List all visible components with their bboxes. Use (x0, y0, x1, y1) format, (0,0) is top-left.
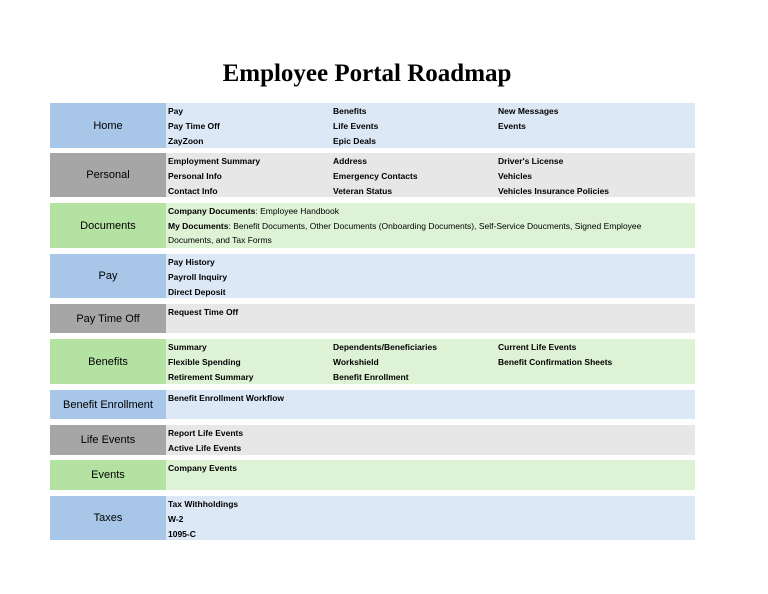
my-documents-link[interactable]: My Documents (168, 220, 229, 231)
link-item[interactable]: Vehicles Insurance Policies (498, 186, 610, 196)
link-item[interactable]: ZayZoon (168, 136, 204, 146)
link-item[interactable]: Address (333, 156, 368, 166)
link-item[interactable]: Direct Deposit (168, 287, 226, 297)
link-column (168, 426, 243, 456)
link-item[interactable]: Contact Info (168, 186, 218, 196)
section-home (50, 103, 695, 148)
section-label-personal: Personal (50, 153, 166, 197)
link-column (333, 154, 418, 199)
link-column (498, 154, 609, 199)
link-item[interactable]: Summary (168, 342, 207, 352)
section-personal (50, 153, 695, 197)
section-pay-time-off (50, 304, 695, 333)
link-item[interactable]: Payroll Inquiry (168, 272, 228, 282)
section-pay (50, 254, 695, 298)
section-benefit-enrollment (50, 390, 695, 419)
link-item[interactable]: Vehicles (498, 171, 533, 181)
section-content-events (166, 460, 695, 490)
section-label-life-events: Life Events (50, 425, 166, 455)
section-documents (50, 203, 695, 248)
link-item[interactable]: Benefits (333, 106, 367, 116)
link-item[interactable]: Tax Withholdings (168, 499, 239, 509)
link-item[interactable]: Benefit Confirmation Sheets (498, 357, 613, 367)
link-item[interactable]: W-2 (168, 514, 184, 524)
section-life-events (50, 425, 695, 455)
link-column (498, 104, 558, 134)
link-item[interactable]: Retirement Summary (168, 372, 254, 382)
section-label-benefit-enrollment: Benefit Enrollment (50, 390, 166, 419)
link-item[interactable]: Driver's License (498, 156, 564, 166)
link-item[interactable]: Benefit Enrollment Workflow (168, 393, 285, 403)
link-column (333, 104, 378, 149)
link-column (168, 340, 254, 385)
link-item[interactable]: 1095-C (168, 529, 196, 539)
link-item[interactable]: Request Time Off (168, 307, 239, 317)
section-label-documents: Documents (50, 203, 166, 248)
section-content-pay-time-off (166, 304, 695, 333)
section-label-events: Events (50, 460, 166, 490)
link-column (168, 255, 227, 300)
link-item[interactable]: Personal Info (168, 171, 222, 181)
link-column (168, 104, 220, 149)
link-column (168, 497, 238, 542)
link-item[interactable]: Current Life Events (498, 342, 577, 352)
link-item[interactable]: Epic Deals (333, 136, 376, 146)
my-documents-desc: : Benefit Documents, Other Documents (Onboarding Documents), Self-Service Doucments, Signed Employee Documents, and Tax Forms (168, 220, 642, 245)
link-item[interactable]: Life Events (333, 121, 379, 131)
link-item[interactable]: Pay Time Off (168, 121, 220, 131)
section-label-home: Home (50, 103, 166, 148)
section-benefits (50, 339, 695, 384)
link-column (168, 305, 238, 320)
section-label-taxes: Taxes (50, 496, 166, 540)
link-item[interactable]: Company Events (168, 463, 237, 473)
section-content-benefits (166, 339, 695, 384)
link-column (333, 340, 437, 385)
link-column (168, 154, 260, 199)
link-item[interactable]: Workshield (333, 357, 379, 367)
documents-text (168, 204, 655, 248)
section-content-life-events (166, 425, 695, 455)
company-documents-desc: : Employee Handbook (255, 206, 340, 216)
link-item[interactable]: New Messages (498, 106, 559, 116)
section-label-benefits: Benefits (50, 339, 166, 384)
link-item[interactable]: Events (498, 121, 526, 131)
page-title: Employee Portal Roadmap (222, 60, 512, 87)
link-item[interactable]: Benefit Enrollment (333, 372, 409, 382)
link-column (168, 461, 237, 476)
link-item[interactable]: Employment Summary (168, 156, 261, 166)
section-content-taxes (166, 496, 695, 540)
link-item[interactable]: Active Life Events (168, 443, 242, 453)
link-item[interactable]: Pay (168, 106, 184, 116)
section-label-pay: Pay (50, 254, 166, 298)
link-item[interactable]: Dependents/Beneficiaries (333, 342, 437, 352)
section-content-documents (166, 203, 695, 248)
section-events (50, 460, 695, 490)
section-content-benefit-enrollment (166, 390, 695, 419)
section-content-personal (166, 153, 695, 197)
section-label-pay-time-off: Pay Time Off (50, 304, 166, 333)
link-item[interactable]: Pay History (168, 257, 215, 267)
section-content-home (166, 103, 695, 148)
section-content-pay (166, 254, 695, 298)
link-column (498, 340, 612, 370)
link-item[interactable]: Veteran Status (333, 186, 393, 196)
section-taxes (50, 496, 695, 540)
link-item[interactable]: Emergency Contacts (333, 171, 418, 181)
link-item[interactable]: Report Life Events (168, 428, 244, 438)
link-item[interactable]: Flexible Spending (168, 357, 241, 367)
company-documents-link[interactable]: Company Documents (168, 206, 256, 216)
link-column (168, 391, 284, 406)
